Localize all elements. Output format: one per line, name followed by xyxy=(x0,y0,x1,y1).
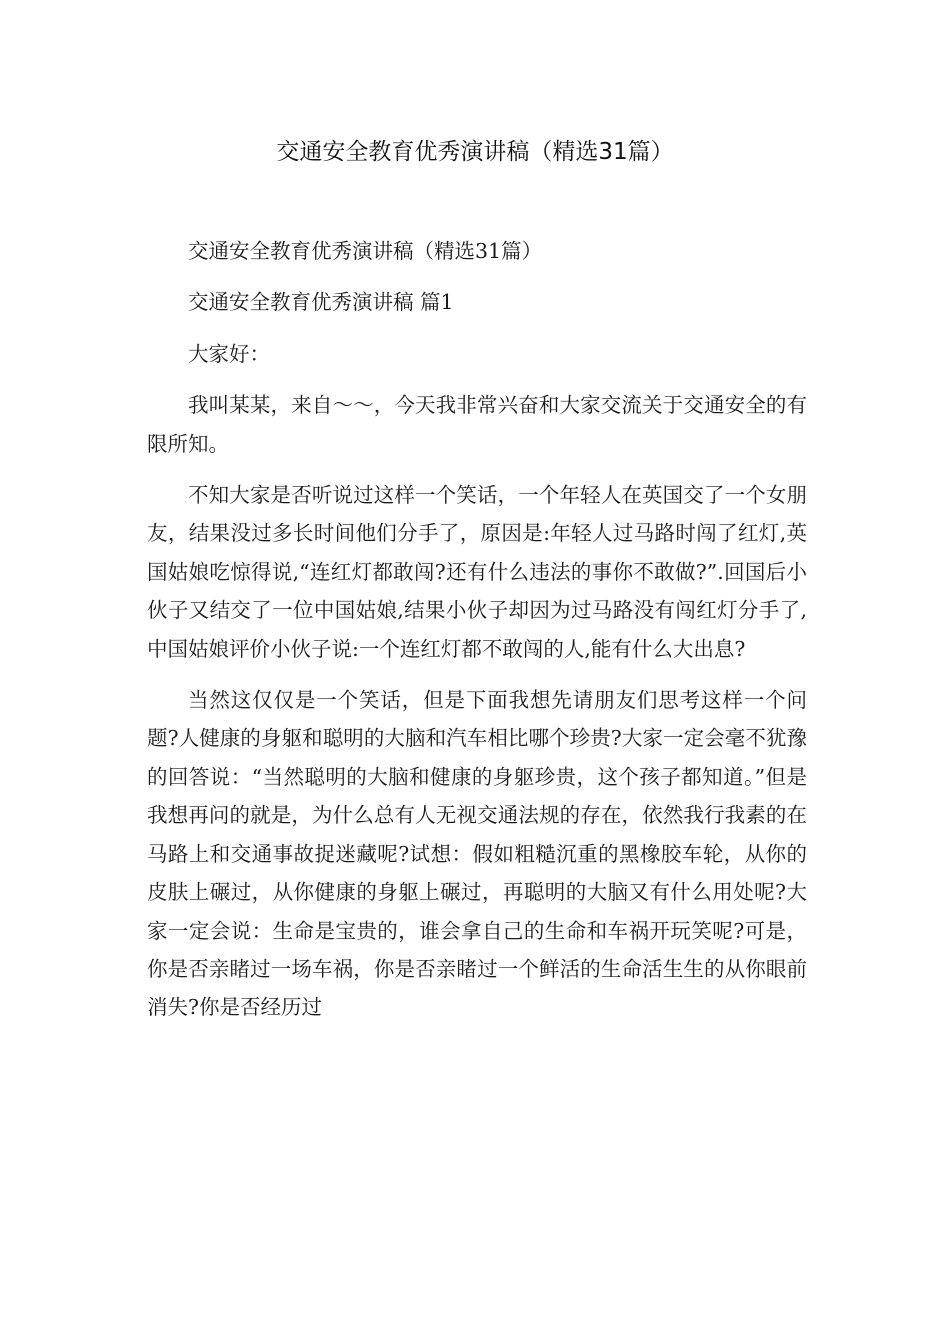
paragraph-section-heading: 交通安全教育优秀演讲稿 篇1 xyxy=(188,290,454,315)
paragraph-introduction: 我叫某某，来自～～，今天我非常兴奋和大家交流关于交通安全的有限所知。 xyxy=(147,393,807,456)
paragraph-subtitle: 交通安全教育优秀演讲稿（精选31篇） xyxy=(188,239,543,263)
paragraph-joke-story: 不知大家是否听说过这样一个笑话，一个年轻人在英国交了一个女朋友，结果没过多长时间他们分手了，原因是:年轻人过马路时闯了红灯,英国姑娘吃惊得说,“连红灯都敢闯?还有什么违法的事你不敢做?”.回国后小伙子又结交了一位中国姑娘,结果小伙子却因为过马路没有闯红灯分手了,中国姑娘评价小伙子说:一个连红灯都不敢闯的人,能有什么大出息? xyxy=(147,483,807,661)
document-body xyxy=(147,232,807,1040)
document-title: 交通安全教育优秀演讲稿（精选31篇） xyxy=(276,139,674,165)
paragraph-reflection: 当然这仅仅是一个笑话，但是下面我想先请朋友们思考这样一个问题?人健康的身躯和聪明的大脑和汽车相比哪个珍贵?大家一定会毫不犹豫的回答说：“当然聪明的大脑和健康的身躯珍贵，这个孩子都知道。”但是我想再问的就是，为什么总有人无视交通法规的存在，依然我行我素的在马路上和交通事故捉迷藏呢?试想：假如粗糙沉重的黑橡胶车轮，从你的皮肤上碾过，从你健康的身躯上碾过，再聪明的大脑又有什么用处呢?大家一定会说：生命是宝贵的，谁会拿自己的生命和车祸开玩笑呢?可是，你是否亲睹过一场车祸，你是否亲睹过一个鲜活的生命活生生的从你眼前消失?你是否经历过 xyxy=(147,688,807,1020)
paragraph-greeting: 大家好： xyxy=(188,341,270,366)
